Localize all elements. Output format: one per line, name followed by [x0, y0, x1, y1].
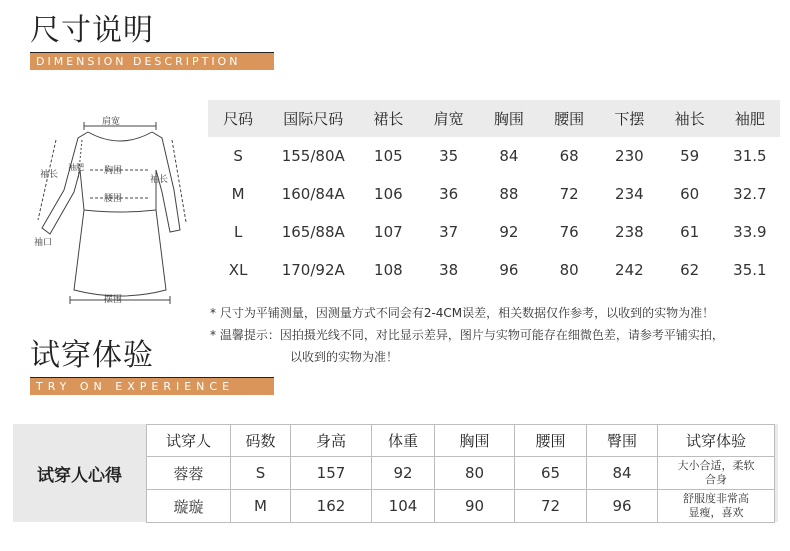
- trial-title: 试穿体验: [30, 338, 154, 373]
- size-notes: [210, 302, 724, 368]
- trial-experience-cell: [658, 457, 775, 490]
- table-cell: 蓉蓉: [147, 457, 231, 490]
- table-cell: 230: [615, 147, 644, 165]
- trial-col-header: 臀围: [587, 425, 658, 457]
- diagram-label-cuff: 袖口: [34, 238, 53, 248]
- table-cell: 59: [680, 147, 700, 165]
- table-cell: 60: [680, 185, 700, 203]
- table-cell: 92: [499, 223, 519, 241]
- note-line: 以收到的实物为准！: [290, 350, 399, 364]
- table-cell: 238: [615, 223, 644, 241]
- table-cell: 108: [374, 261, 403, 279]
- table-cell: 90: [435, 490, 515, 523]
- table-cell: 160/84A: [281, 185, 345, 203]
- trial-col-header: 胸围: [435, 425, 515, 457]
- trial-table: [146, 424, 775, 523]
- table-cell: 璇璇: [147, 490, 231, 523]
- table-cell: 35: [439, 147, 459, 165]
- table-row: [208, 213, 780, 251]
- table-cell: 35.1: [733, 261, 767, 279]
- size-table-header-row: [208, 100, 780, 137]
- table-cell: 72: [559, 185, 579, 203]
- table-cell: 80: [559, 261, 579, 279]
- note-line: * 温馨提示：因拍摄光线不同，对比显示差异，图片与实物可能存在细微色差，请参考平铺实拍，: [210, 328, 724, 342]
- table-cell: L: [233, 223, 243, 241]
- table-cell: 65: [515, 457, 587, 490]
- table-cell: S: [231, 457, 291, 490]
- table-cell: 61: [680, 223, 700, 241]
- diagram-label-sleeve-right: 袖长: [150, 175, 169, 185]
- dimension-title: 尺寸说明: [30, 13, 154, 48]
- table-row: [147, 490, 775, 523]
- table-cell: 31.5: [733, 147, 767, 165]
- table-cell: 162: [291, 490, 372, 523]
- table-cell: 106: [374, 185, 403, 203]
- table-cell: M: [231, 490, 291, 523]
- trial-table-header-row: [147, 425, 775, 457]
- trial-col-header: 体重: [372, 425, 435, 457]
- table-row: [208, 251, 780, 289]
- experience-text: 合身: [705, 473, 727, 486]
- dimension-subtitle: DIMENSION DESCRIPTION: [30, 53, 274, 70]
- trial-col-header: 试穿体验: [658, 425, 775, 457]
- size-col-header: 腰围: [539, 100, 599, 137]
- experience-text: 舒服度非常高: [683, 492, 749, 505]
- experience-text: 显瘦，喜欢: [688, 506, 744, 519]
- table-cell: M: [231, 185, 245, 203]
- table-cell: 88: [499, 185, 519, 203]
- trial-col-header: 码数: [231, 425, 291, 457]
- table-cell: 72: [515, 490, 587, 523]
- table-cell: 107: [374, 223, 403, 241]
- size-col-header: 袖长: [660, 100, 720, 137]
- table-cell: 84: [587, 457, 658, 490]
- size-col-header: 胸围: [479, 100, 539, 137]
- table-cell: 68: [559, 147, 579, 165]
- table-cell: 104: [372, 490, 435, 523]
- size-col-header: 裙长: [358, 100, 418, 137]
- size-table: [208, 100, 780, 289]
- trial-subtitle: TRY ON EXPERIENCE: [30, 378, 274, 395]
- table-cell: 165/88A: [281, 223, 345, 241]
- diagram-label-sleeve-width: 袖肥: [68, 163, 84, 172]
- diagram-label-bust: 胸围: [104, 166, 123, 176]
- experience-text: 大小合适，柔软: [677, 459, 755, 472]
- table-cell: 96: [587, 490, 658, 523]
- table-cell: S: [233, 147, 243, 165]
- diagram-label-waist: 腰围: [104, 194, 123, 204]
- dress-diagram: [30, 110, 190, 310]
- diagram-label-hem: 摆围: [104, 295, 123, 305]
- table-cell: 105: [374, 147, 403, 165]
- table-cell: 242: [615, 261, 644, 279]
- table-cell: 84: [499, 147, 519, 165]
- table-cell: 38: [439, 261, 459, 279]
- diagram-label-shoulder: 肩宽: [102, 117, 121, 127]
- size-col-header: 尺码: [208, 100, 268, 137]
- trial-label: 试穿人心得: [37, 465, 122, 486]
- size-col-header: 袖肥: [720, 100, 780, 137]
- table-cell: XL: [228, 261, 248, 279]
- note-line: * 尺寸为平铺测量，因测量方式不同会有2-4CM误差，相关数据仅作参考，以收到的实物为准！: [210, 306, 715, 320]
- size-col-header: 下摆: [599, 100, 659, 137]
- table-cell: 170/92A: [281, 261, 345, 279]
- table-cell: 37: [439, 223, 459, 241]
- table-cell: 76: [559, 223, 579, 241]
- table-cell: 234: [615, 185, 644, 203]
- table-row: [147, 457, 775, 490]
- size-col-header: 国际尺码: [268, 100, 358, 137]
- table-cell: 36: [439, 185, 459, 203]
- table-row: [208, 175, 780, 213]
- table-cell: 33.9: [733, 223, 767, 241]
- trial-col-header: 身高: [291, 425, 372, 457]
- trial-col-header: 腰围: [515, 425, 587, 457]
- table-cell: 155/80A: [281, 147, 345, 165]
- size-col-header: 肩宽: [419, 100, 479, 137]
- table-cell: 32.7: [733, 185, 767, 203]
- table-cell: 62: [680, 261, 700, 279]
- table-cell: 96: [499, 261, 519, 279]
- table-row: [208, 137, 780, 175]
- table-cell: 157: [291, 457, 372, 490]
- table-cell: 92: [372, 457, 435, 490]
- table-cell: 80: [435, 457, 515, 490]
- diagram-label-sleeve-left: 袖长: [40, 170, 59, 180]
- trial-experience-cell: [658, 490, 775, 523]
- trial-col-header: 试穿人: [147, 425, 231, 457]
